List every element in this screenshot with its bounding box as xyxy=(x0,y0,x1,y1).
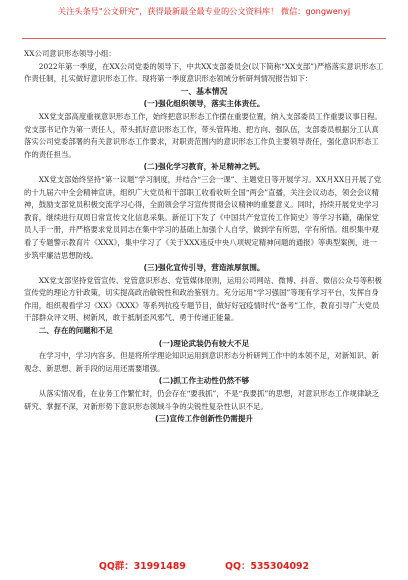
subheading-leadership: (一)强化组织领导，落实主体责任。 xyxy=(143,99,265,109)
qq-group-number: QQ群：31991489 xyxy=(98,561,186,572)
section-heading-basic: 一、基本情况 xyxy=(180,86,228,96)
paragraph-theory: 在学习中，学习内容多。但是将所学理论知识运用到意识形态分析研判工作中的本领不足，对新知识、新观念、新思想、新手段的运用还需要增强。 xyxy=(24,351,379,373)
section-heading-problems: 二、存在的问题和不足 xyxy=(38,326,113,336)
paragraph-leadership: XX党支部高度重视意识形态工作，始终把意识形态工作摆在重要位置，纳入支部委员工作重要议事日程。党支部书记作为第一责任人，带头抓好意识形态工作，带头管阵地、把方向、强队伍，支部委员根据分工认真落实公司党委部署的有关意识形态工作要求，对职责范围内的意识形态工作负主要领导责任，强化意识形态工作的责任担当。 xyxy=(24,111,382,159)
subheading-innovation: (三)宣传工作创新性仍需提升 xyxy=(154,414,254,424)
qq-number: QQ：535304092 xyxy=(225,561,310,572)
footer-contact xyxy=(0,558,408,572)
subheading-initiative: (二)抓工作主动性仍然不够 xyxy=(158,376,250,386)
intro-paragraph: 2022年第一季度，在XX公司党委的领导下，中共XX支部委员会(以下简称“XX支部”)严格落实意识形态工作责任制，扎实做好意识形态工作。现将第一季度意识形态领域分析研判情况报告如下： xyxy=(24,61,384,84)
subheading-publicity: (三)强化宣传引导，营造浓厚氛围。 xyxy=(143,263,265,273)
subheading-study: (二)强化学习教育，补足精神之钙。 xyxy=(143,162,265,172)
salutation: XX公司意识形态领导小组： xyxy=(24,49,116,58)
promo-banner xyxy=(0,0,408,36)
subheading-theory: (一)理论武装仍有较大不足 xyxy=(158,338,250,348)
header-divider xyxy=(22,38,386,39)
paragraph-initiative: 从落实情况看，在业务工作繁忙时，仍会存在“要我抓”，不是“我要抓”的思想，对意识形态工作规律缺乏研究、掌握不深，对新形势下意识形态领域斗争的尖锐性复杂性认识不足。 xyxy=(24,389,380,411)
paragraph-publicity: XX党支部坚持党管宣传、党管意识形态、党管媒体原则，运用公司网站、微博、抖音、微信公众号等积极宣传党的理论方针政策，切实提高政治敏锐性和政治鉴别力。充分运用“学习强国”等现有学习平台，发挥自身作用，组织观看学习《XX》《XXX》等系列抗疫专题节目，做好好冠疫情时代“备考”工作，教育引导广大党员干部群众评文明、树新风，敢于抵制歪风邪气、勇于传递正能量。 xyxy=(24,275,382,323)
paragraph-study: XX党支部始终坚持“第一议题”学习制度，并结合“三会一课”、主题党日等开展学习。XX月XX日开展了党的十九届六中全会精神宣讲，组织广大党员和干部职工收看收听全国“两会”直播，关注会议动态，领会会议精神，鼓励支部党员积极交流学习心得，全面领会学习宣传贯彻会议精神的重要意义。同时，持续开展党史学习教育，继续进行双周日常宣传文化信息采集。新征订下发了《中国共产党宣传工作简史》等学习书籍，确保党员人手一册，并严格要求党员同志在集中学习的基础上加强个人自学，做到学有所思，学有所悟。组织集中观看了专题警示教育片《XXX》，集中学习了《关于XXX违反中央八项规定精神问题的通报》等典型案例，进一步筑牢廉洁思想防线。 xyxy=(24,174,382,260)
document-body xyxy=(24,48,384,544)
promo-banner-text: 关注头条号"公文研究"，获得最新最全最专业的公文资料库！ 微信：gongwenyj xyxy=(57,6,351,16)
